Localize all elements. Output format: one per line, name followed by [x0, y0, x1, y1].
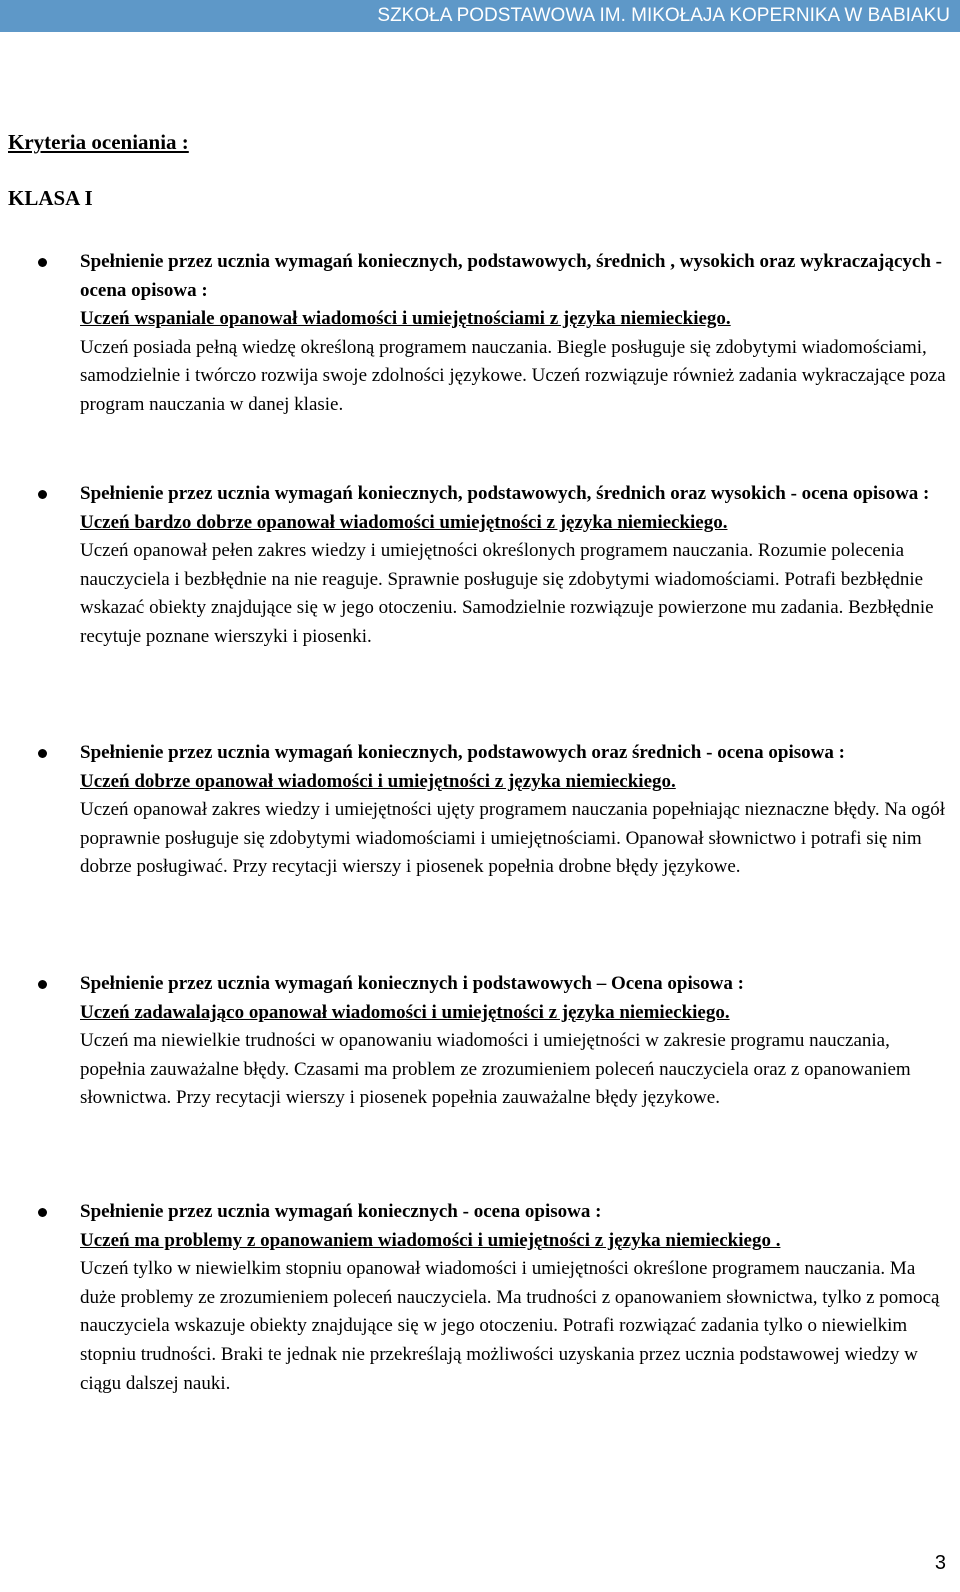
- class-heading: KLASA I: [8, 186, 93, 210]
- bullet-icon: [38, 490, 47, 499]
- criterion-headline: Uczeń wspaniale opanował wiadomości i umiejętnościami z języka niemieckiego.: [80, 308, 731, 330]
- criterion-description: Uczeń tylko w niewielkim stopniu opanował wiadomości i umiejętności określone programem nauczania. Ma duże problemy ze zrozumieniem poleceń nauczyciela. Ma trudności z opanowaniem słownictwa, tylko z pomocą nauczyciela wskazuje obiekty znajdujące się w jego otoczeniu. Potrafi rozwiązać zadania tylko o niewielkim stopniu trudności. Braki te jednak nie przekreślają możliwości uzyskania przez ucznia podstawowej wiedzy w ciągu dalszej nauki.: [80, 1258, 940, 1394]
- criterion-3: [80, 739, 952, 882]
- bullet-icon: [38, 1208, 47, 1217]
- criterion-headline: Uczeń ma problemy z opanowaniem wiadomości i umiejętności z języka niemieckiego .: [80, 1229, 781, 1251]
- criterion-lead: Spełnienie przez ucznia wymagań koniecznych i podstawowych – Ocena opisowa :: [80, 973, 744, 994]
- criterion-1: [80, 248, 952, 420]
- bullet-icon: [38, 980, 47, 989]
- criterion-2: [80, 480, 952, 652]
- criterion-lead: Spełnienie przez ucznia wymagań koniecznych, podstawowych, średnich , wysokich oraz wykraczających - ocena opisowa :: [80, 251, 943, 301]
- criterion-headline: Uczeń zadawalająco opanował wiadomości i umiejętności z języka niemieckiego.: [80, 1001, 730, 1023]
- page-title: Kryteria oceniania :: [8, 130, 189, 154]
- criterion-lead: Spełnienie przez ucznia wymagań koniecznych - ocena opisowa :: [80, 1201, 602, 1222]
- bullet-icon: [38, 749, 47, 758]
- criterion-lead: Spełnienie przez ucznia wymagań koniecznych, podstawowych oraz średnich - ocena opisowa :: [80, 742, 845, 763]
- criterion-description: Uczeń ma niewielkie trudności w opanowaniu wiadomości i umiejętności w zakresie programu nauczania, popełnia zauważalne błędy. Czasami ma problem ze zrozumieniem poleceń nauczyciela oraz z opanowaniem słownictwa. Przy recytacji wierszy i piosenek popełnia zauważalne błędy językowe.: [80, 1030, 911, 1109]
- criterion-headline: Uczeń dobrze opanował wiadomości i umiejętności z języka niemieckiego.: [80, 770, 676, 792]
- school-header: SZKOŁA PODSTAWOWA IM. MIKOŁAJA KOPERNIKA W BABIAKU: [0, 0, 960, 32]
- page-number: 3: [934, 1552, 946, 1574]
- criterion-5: [80, 1198, 952, 1398]
- bullet-icon: [38, 258, 47, 267]
- criterion-description: Uczeń opanował pełen zakres wiedzy i umiejętności określonych programem nauczania. Rozumie polecenia nauczyciela i bezbłędnie na nie reaguje. Sprawnie posługuje się zdobytymi wiadomościami. Potrafi bezbłędnie wskazać obiekty znajdujące się w jego otoczeniu. Samodzielnie rozwiązuje powierzone mu zadania. Bezbłędnie recytuje poznane wierszyki i piosenki.: [80, 540, 934, 647]
- criterion-lead: Spełnienie przez ucznia wymagań koniecznych, podstawowych, średnich oraz wysokich - ocena opisowa :: [80, 483, 930, 504]
- criterion-4: [80, 970, 952, 1113]
- criterion-description: Uczeń posiada pełną wiedzę określoną programem nauczania. Biegle posługuje się zdobytymi wiadomościami, samodzielnie i twórczo rozwija swoje zdolności językowe. Uczeń rozwiązuje również zadania wykraczające poza program nauczania w danej klasie.: [80, 336, 946, 415]
- criterion-headline: Uczeń bardzo dobrze opanował wiadomości umiejętności z języka niemieckiego.: [80, 511, 728, 533]
- criterion-description: Uczeń opanował zakres wiedzy i umiejętności ujęty programem nauczania popełniając nieznaczne błędy. Na ogół poprawnie posługuje się zdobytymi wiadomościami i umiejętnościami. Opanował słownictwo i potrafi się nim dobrze posługiwać. Przy recytacji wierszy i piosenek popełnia drobne błędy językowe.: [80, 799, 946, 878]
